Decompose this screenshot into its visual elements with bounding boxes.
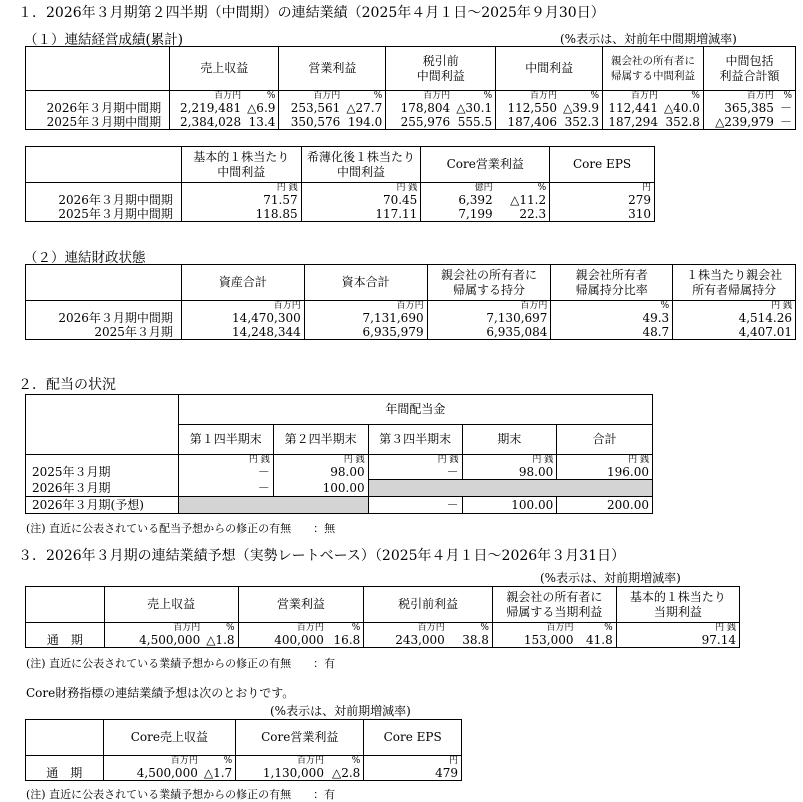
cell: 98.00 — [273, 465, 368, 480]
section1-pct-note: (%表示は、対前年中間期増減率) — [560, 32, 737, 46]
cell: 352.8 — [665, 115, 700, 129]
table-row — [26, 766, 462, 781]
unit-label: 億円 — [421, 183, 496, 194]
unit-label: 百万円 — [427, 301, 551, 312]
row-label: 2025年３月期 — [26, 465, 179, 480]
header-core-eps: Core EPS — [550, 147, 655, 183]
header-bps: １株当たり親会社 所有者帰属持分 — [673, 265, 796, 301]
unit-pct: % — [604, 623, 613, 633]
forecast-table — [25, 586, 740, 648]
cell: － — [777, 101, 796, 115]
unit-label: 百万円 — [181, 301, 304, 312]
header-blank — [26, 147, 182, 183]
cell: 6,935,979 — [304, 325, 427, 340]
cell: 2,219,481 — [170, 101, 244, 115]
unit-label: 百万円 — [304, 301, 427, 312]
header-q3: 第３四半期末 — [368, 425, 462, 455]
cell: 100.00 — [462, 497, 557, 514]
row-label: 2026年３月期中間期 — [26, 101, 170, 115]
cell: 352.3 — [564, 115, 600, 129]
header-core-op: Core営業利益 — [421, 147, 550, 183]
unit-pct: % — [351, 756, 361, 766]
cell-empty — [273, 497, 368, 514]
table-row — [26, 311, 796, 325]
financial-position-table — [25, 264, 796, 340]
core-note: (注) 直近に公表されている業績予想からの修正の有無 ：有 — [26, 788, 336, 801]
cell: △30.1 — [456, 101, 493, 115]
cell: 13.4 — [248, 115, 276, 129]
cell: △40.0 — [663, 101, 700, 115]
cell: 479 — [364, 766, 462, 781]
header-diluted-eps: 希薄化後１株当たり 中間利益 — [301, 147, 421, 183]
row-label: 2025年３月期中間期 — [26, 115, 170, 130]
unit-label: 円 銭 — [181, 183, 301, 194]
unit-label: 円 — [364, 756, 462, 767]
unit-label: 百万円 — [279, 91, 343, 102]
header-pretax: 税引前 中間利益 — [386, 47, 496, 91]
unit-pct: % — [691, 91, 700, 101]
cell: 4,407.01 — [673, 325, 796, 340]
cell: △6.9 — [247, 101, 276, 115]
core-intro: Core財務指標の連結業績予想は次のとおりです。 — [26, 686, 295, 700]
cell: 365,385 — [703, 101, 777, 115]
section2-title: ２．配当の状況 — [18, 377, 116, 393]
cell: 97.14 — [616, 633, 739, 648]
cell: 187,406 — [496, 115, 560, 130]
cell: 70.45 — [301, 193, 421, 207]
cell: 255,976 — [386, 115, 453, 130]
cell: 400,000 — [238, 633, 327, 648]
forecast-note: (注) 直近に公表されている業績予想からの修正の有無 ：有 — [26, 657, 336, 670]
cell: 153,000 — [492, 633, 576, 648]
dividends-table — [25, 394, 653, 514]
cell: 7,131,690 — [304, 311, 427, 325]
header-comprehensive: 中間包括 利益合計額 — [703, 47, 795, 91]
cell: － — [368, 465, 462, 480]
unit-pct: % — [351, 623, 361, 633]
unit-label: 百万円 — [703, 91, 777, 102]
header-total-equity: 資本合計 — [304, 265, 427, 301]
cell: △11.2 — [510, 193, 547, 207]
header-operating-profit: 営業利益 — [279, 47, 386, 91]
unit-label: 円 銭 — [557, 455, 653, 466]
cell: 310 — [550, 207, 655, 222]
cell: 194.0 — [347, 115, 383, 129]
unit-label: 円 — [550, 183, 655, 194]
header-pretax: 税引前利益 — [364, 587, 493, 623]
cell: 253,561 — [279, 101, 343, 115]
header-basic-eps: 基本的１株当たり 当期利益 — [616, 587, 739, 623]
unit-label: 百万円 — [103, 756, 201, 767]
header-core-revenue: Core売上収益 — [103, 720, 236, 756]
header-annual-dividend: 年間配当金 — [178, 395, 652, 425]
header-owners-profit: 親会社の所有者に 帰属する当期利益 — [492, 587, 616, 623]
unit-label: 円 銭 — [462, 455, 557, 466]
row-label: 2026年３月期(予想) — [26, 497, 179, 514]
header-blank — [26, 395, 179, 455]
section1-sub1: （１）連結経営成績(累計) — [24, 32, 184, 48]
cell-empty — [368, 480, 462, 497]
table-row — [26, 207, 655, 222]
unit-label: 百万円 — [603, 91, 661, 102]
cell: 16.8 — [333, 633, 361, 647]
section3-pct-note: (%表示は、対前期増減率) — [540, 571, 681, 585]
cell: － — [368, 497, 462, 514]
cell: △27.7 — [346, 101, 383, 115]
table-row — [26, 115, 796, 130]
table-row — [26, 465, 653, 480]
cell: 48.7 — [551, 325, 673, 340]
unit-pct: % — [373, 91, 383, 101]
header-total-assets: 資産合計 — [181, 265, 304, 301]
header-core-op: Core営業利益 — [236, 720, 364, 756]
header-blank — [26, 47, 170, 91]
table-row — [26, 101, 796, 115]
unit-label: 円 銭 — [368, 455, 462, 466]
cell: 6,392 — [421, 193, 496, 207]
cell: 350,576 — [279, 115, 343, 130]
table-row — [26, 480, 653, 497]
cell: － — [178, 465, 273, 480]
header-equity-ratio: 親会社所有者 帰属持分比率 — [551, 265, 673, 301]
unit-label: 円 銭 — [301, 183, 421, 194]
unit-label: 円 銭 — [673, 301, 796, 312]
row-label: 2025年３月期中間期 — [26, 207, 182, 222]
row-label: 2026年３月期中間期 — [26, 311, 182, 325]
unit-label: 円 銭 — [178, 455, 273, 466]
unit-pct: % — [777, 91, 796, 102]
cell: 7,130,697 — [427, 311, 551, 325]
row-label: 通 期 — [26, 633, 105, 648]
cell: 555.5 — [457, 115, 493, 129]
cell: 118.85 — [181, 207, 301, 222]
row-label: 2025年３月期 — [26, 325, 182, 340]
cell: 4,500,000 — [104, 633, 203, 648]
cell: 49.3 — [551, 311, 673, 325]
unit-label: 百万円 — [236, 756, 327, 767]
header-owners-equity: 親会社の所有者に 帰属する持分 — [427, 265, 551, 301]
section1-sub2: （２）連結財政状態 — [24, 250, 146, 266]
table-row — [26, 497, 653, 514]
cell: 14,248,344 — [181, 325, 304, 340]
header-owners-profit: 親会社の所有者に 帰属する中間利益 — [603, 47, 704, 91]
unit-label: 百万円 — [238, 623, 327, 634]
row-label: 2026年３月期 — [26, 480, 179, 497]
cell: 279 — [550, 193, 655, 207]
cell: 1,130,000 — [236, 766, 327, 781]
core-forecast-table — [25, 719, 462, 781]
header-operating-profit: 営業利益 — [238, 587, 364, 623]
header-core-eps: Core EPS — [364, 720, 462, 756]
unit-label: 百万円 — [364, 623, 448, 634]
row-label: 2026年３月期中間期 — [26, 193, 182, 207]
header-q2: 第２四半期末 — [273, 425, 368, 455]
cell: 187,294 — [603, 115, 661, 130]
header-q1: 第１四半期末 — [178, 425, 273, 455]
core-pct-note: (%表示は、対前期増減率) — [270, 704, 411, 718]
header-net-profit: 中間利益 — [496, 47, 603, 91]
row-label: 通 期 — [26, 766, 104, 781]
header-total: 合計 — [557, 425, 653, 455]
table-row — [26, 325, 796, 340]
cell: 38.8 — [462, 633, 489, 647]
cell: 243,000 — [364, 633, 448, 648]
cell: △239,979 — [703, 115, 777, 130]
cell: － — [777, 115, 796, 130]
cell: 14,470,300 — [181, 311, 304, 325]
unit-pct: % — [537, 183, 547, 193]
header-blank — [26, 720, 104, 756]
table-row — [26, 193, 655, 207]
unit-pct: % — [551, 301, 673, 312]
unit-pct: % — [480, 623, 489, 633]
section1-title: １．2026年３月期第２四半期（中間期）の連結業績（2025年４月１日～2025年９月30日） — [18, 5, 605, 21]
cell: 117.11 — [301, 207, 421, 222]
cell: 100.00 — [273, 480, 368, 497]
cell: 41.8 — [586, 633, 613, 647]
cell: 6,935,084 — [427, 325, 551, 340]
unit-pct: % — [266, 91, 276, 101]
table-row — [26, 633, 740, 648]
cell: △1.8 — [206, 633, 235, 647]
cell: 2,384,028 — [170, 115, 244, 130]
unit-pct: % — [590, 91, 600, 101]
cell: △39.9 — [563, 101, 600, 115]
cell-empty — [557, 480, 653, 497]
unit-label: 百万円 — [170, 91, 244, 102]
cell-empty — [178, 497, 273, 514]
cell: － — [178, 480, 273, 497]
cell: 200.00 — [557, 497, 653, 514]
cell: 112,441 — [603, 101, 661, 115]
cell: 7,199 — [421, 207, 496, 222]
unit-label: 百万円 — [104, 623, 203, 634]
operating-results-table — [25, 46, 796, 130]
cell: 196.00 — [557, 465, 653, 480]
cell-empty — [462, 480, 557, 497]
header-blank — [26, 265, 182, 301]
unit-label: 円 銭 — [616, 623, 739, 634]
cell: 4,500,000 — [103, 766, 201, 781]
unit-label: 百万円 — [496, 91, 560, 102]
unit-label: 百万円 — [386, 91, 453, 102]
cell: 178,804 — [386, 101, 453, 115]
header-basic-eps: 基本的１株当たり 中間利益 — [181, 147, 301, 183]
cell: △2.8 — [331, 766, 361, 780]
cell: 22.3 — [519, 207, 547, 221]
header-revenue: 売上収益 — [170, 47, 279, 91]
unit-pct: % — [223, 756, 233, 766]
cell: 71.57 — [181, 193, 301, 207]
section3-title: ３．2026年３月期の連結業績予想（実勢レートベース）（2025年４月１日～2026年３月31日） — [18, 548, 625, 564]
cell: 112,550 — [496, 101, 560, 115]
unit-pct: % — [225, 623, 235, 633]
unit-pct: % — [483, 91, 493, 101]
header-year-end: 期末 — [462, 425, 557, 455]
per-share-table — [25, 146, 655, 222]
header-blank — [26, 587, 105, 623]
unit-label: 百万円 — [492, 623, 576, 634]
cell: 4,514.26 — [673, 311, 796, 325]
dividend-note: (注) 直近に公表されている配当予想からの修正の有無 ：無 — [26, 522, 336, 535]
header-revenue: 売上収益 — [104, 587, 238, 623]
cell: △1.7 — [203, 766, 233, 780]
unit-label: 円 銭 — [273, 455, 368, 466]
cell: 98.00 — [462, 465, 557, 480]
